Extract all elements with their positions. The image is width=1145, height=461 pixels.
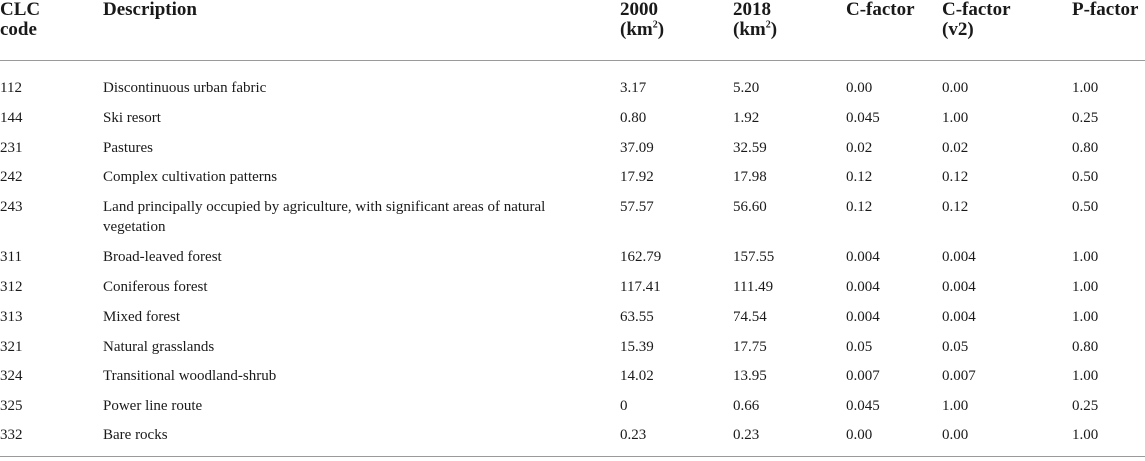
cell-y2000: 0.23 — [620, 427, 647, 443]
cell-description: Land principally occupied by agriculture, with significant areas of natural vegetation — [103, 199, 546, 235]
cell-description: Power line route — [103, 398, 203, 414]
cell-cfactor: 0.12 — [846, 199, 873, 215]
cell-description: Bare rocks — [103, 427, 168, 443]
header-line2-tail: ) — [657, 19, 665, 40]
cell-y2000: 15.39 — [620, 339, 654, 355]
cell-code: 112 — [0, 80, 22, 96]
cell-code: 311 — [0, 249, 22, 265]
cell-code: 325 — [0, 398, 23, 414]
header-line2-text: (v2) — [942, 19, 974, 40]
cell-cfactor-v2: 0.00 — [942, 427, 969, 443]
cell-y2018: 0.66 — [733, 398, 760, 414]
header-description — [103, 0, 197, 20]
cell-cfactor-v2: 0.004 — [942, 279, 976, 295]
cell-pfactor: 1.00 — [1072, 279, 1099, 295]
cell-code: 321 — [0, 339, 23, 355]
cell-cfactor: 0.00 — [846, 80, 873, 96]
cell-y2000: 17.92 — [620, 169, 654, 185]
header-line2-text: (km — [620, 19, 653, 40]
cell-y2018: 56.60 — [733, 199, 767, 215]
cell-cfactor-v2: 0.12 — [942, 169, 969, 185]
cell-pfactor: 1.00 — [1072, 427, 1099, 443]
cell-code: 242 — [0, 169, 23, 185]
header-line1: C-factor — [846, 0, 915, 20]
cell-pfactor: 0.50 — [1072, 199, 1099, 215]
cell-pfactor: 0.80 — [1072, 339, 1099, 355]
header-line2-tail: ) — [770, 19, 778, 40]
cell-description: Broad-leaved forest — [103, 249, 222, 265]
cell-pfactor: 1.00 — [1072, 249, 1099, 265]
cell-description: Discontinuous urban fabric — [103, 80, 267, 96]
bottom-rule — [0, 456, 1145, 457]
header-line2 — [0, 20, 40, 40]
header-code — [0, 0, 40, 40]
cell-code: 144 — [0, 110, 23, 126]
cell-cfactor-v2: 0.004 — [942, 309, 976, 325]
cell-code: 324 — [0, 368, 23, 384]
cell-cfactor-v2: 0.02 — [942, 140, 969, 156]
cell-y2000: 14.02 — [620, 368, 654, 384]
header-line1: 2000 — [620, 0, 658, 20]
cell-pfactor: 0.80 — [1072, 140, 1099, 156]
cell-cfactor-v2: 0.00 — [942, 80, 969, 96]
cell-code: 312 — [0, 279, 23, 295]
cell-cfactor: 0.00 — [846, 427, 873, 443]
cell-y2018: 32.59 — [733, 140, 767, 156]
header-line2 — [942, 20, 1011, 40]
cell-description: Transitional woodland-shrub — [103, 368, 277, 384]
cell-description: Complex cultivation patterns — [103, 169, 278, 185]
cell-description: Ski resort — [103, 110, 161, 126]
cell-y2000: 162.79 — [620, 249, 662, 265]
cell-y2000: 0.80 — [620, 110, 647, 126]
cell-y2018: 1.92 — [733, 110, 760, 126]
cell-y2018: 17.75 — [733, 339, 767, 355]
header-cfactor — [846, 0, 915, 20]
cell-pfactor: 0.25 — [1072, 110, 1099, 126]
cell-y2000: 63.55 — [620, 309, 654, 325]
header-line2-text: (km — [733, 19, 766, 40]
cell-description: Natural grasslands — [103, 339, 215, 355]
cell-cfactor: 0.004 — [846, 279, 880, 295]
header-superscript: 2 — [652, 19, 658, 31]
header-line1: P-factor — [1072, 0, 1139, 20]
cell-code: 313 — [0, 309, 23, 325]
header-rule — [0, 60, 1145, 61]
cell-y2018: 74.54 — [733, 309, 767, 325]
cell-cfactor-v2: 0.12 — [942, 199, 969, 215]
cell-pfactor: 0.25 — [1072, 398, 1099, 414]
header-line2 — [733, 20, 777, 40]
cell-y2000: 0 — [620, 398, 628, 414]
header-line1: 2018 — [733, 0, 771, 20]
cell-pfactor: 0.50 — [1072, 169, 1099, 185]
header-pfactor — [1072, 0, 1138, 20]
cell-y2000: 117.41 — [620, 279, 661, 295]
cell-y2000: 37.09 — [620, 140, 654, 156]
header-cfactor-v2 — [942, 0, 1011, 40]
cell-cfactor: 0.05 — [846, 339, 873, 355]
header-line1: Description — [103, 0, 197, 20]
header-line2-text: code — [0, 19, 37, 40]
cell-code: 332 — [0, 427, 23, 443]
cell-cfactor: 0.045 — [846, 110, 880, 126]
cell-y2018: 13.95 — [733, 368, 767, 384]
cell-cfactor: 0.02 — [846, 140, 873, 156]
cell-cfactor: 0.12 — [846, 169, 873, 185]
cell-y2018: 17.98 — [733, 169, 767, 185]
header-line2 — [620, 20, 664, 40]
cell-y2018: 5.20 — [733, 80, 760, 96]
cell-y2018: 111.49 — [733, 279, 774, 295]
cell-description: Coniferous forest — [103, 279, 208, 295]
cell-code: 243 — [0, 199, 23, 215]
header-superscript: 2 — [765, 19, 771, 31]
header-line1: CLC — [0, 0, 41, 20]
cell-y2018: 157.55 — [733, 249, 775, 265]
cell-cfactor: 0.004 — [846, 249, 880, 265]
cell-description: Pastures — [103, 140, 153, 156]
cell-cfactor-v2: 0.007 — [942, 368, 976, 384]
cell-cfactor: 0.007 — [846, 368, 880, 384]
cell-cfactor: 0.004 — [846, 309, 880, 325]
cell-cfactor-v2: 1.00 — [942, 110, 969, 126]
cell-cfactor-v2: 1.00 — [942, 398, 969, 414]
header-y2000 — [620, 0, 664, 40]
cell-pfactor: 1.00 — [1072, 80, 1099, 96]
cell-pfactor: 1.00 — [1072, 368, 1099, 384]
cell-y2000: 57.57 — [620, 199, 654, 215]
cell-code: 231 — [0, 140, 23, 156]
cell-cfactor: 0.045 — [846, 398, 880, 414]
cell-pfactor: 1.00 — [1072, 309, 1099, 325]
cell-cfactor-v2: 0.05 — [942, 339, 969, 355]
cell-y2018: 0.23 — [733, 427, 760, 443]
cell-cfactor-v2: 0.004 — [942, 249, 976, 265]
cell-description: Mixed forest — [103, 309, 181, 325]
header-y2018 — [733, 0, 777, 40]
header-line1: C-factor — [942, 0, 1011, 20]
cell-y2000: 3.17 — [620, 80, 647, 96]
